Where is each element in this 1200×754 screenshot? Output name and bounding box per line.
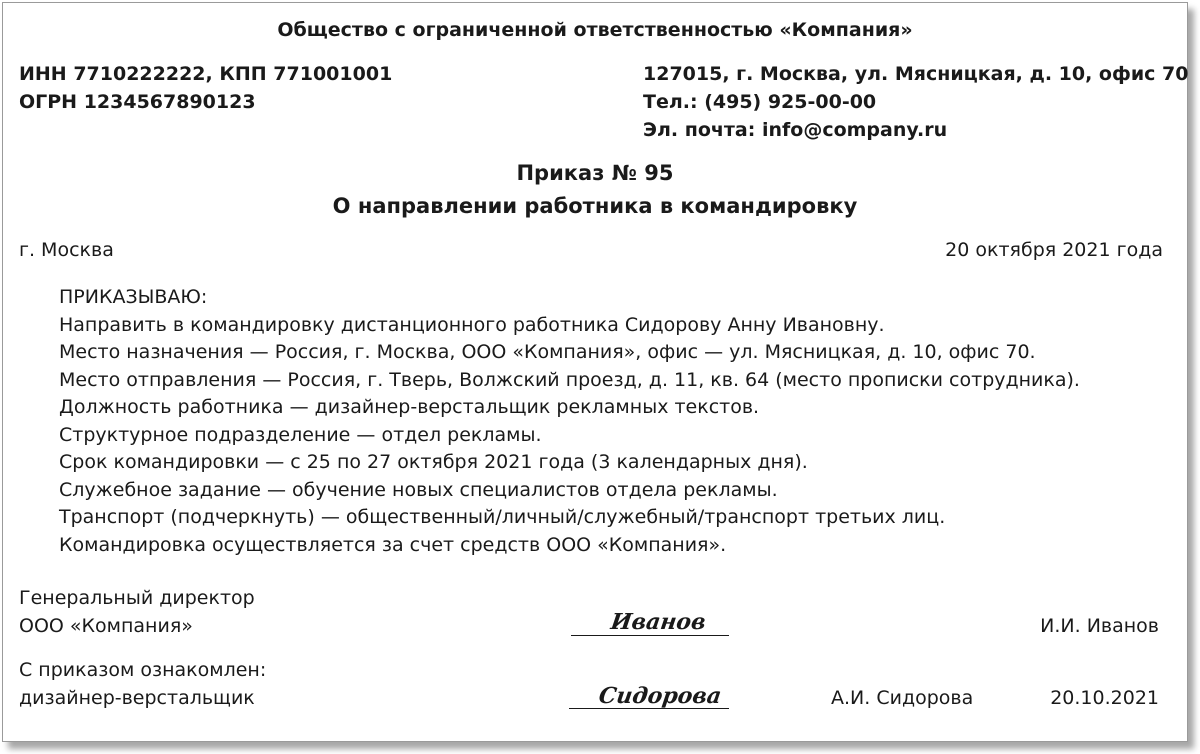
company-phone: Тел.: (495) 925-00-00 [643, 91, 877, 113]
order-line: Место назначения — Россия, г. Москва, ООО «Компания», офис — ул. Мясницкая, д. 10, офис 70. [59, 341, 1036, 363]
ack-label: С приказом ознакомлен: [19, 659, 267, 681]
order-line: Командировка осуществляется за счет средств ООО «Компания». [59, 533, 727, 556]
director-name: И.И. Иванов [1040, 615, 1159, 637]
order-line: Служебное задание — обучение новых специалистов отдела рекламы. [59, 478, 778, 501]
inn-kpp: ИНН 7710222222, КПП 771001001 [19, 63, 393, 85]
order-body [59, 284, 1080, 559]
company-name: Общество с ограниченной ответственностью «Компания» [277, 19, 913, 41]
ack-position: дизайнер-верстальщик [19, 687, 255, 709]
order-document [2, 2, 1188, 742]
company-address: 127015, г. Москва, ул. Мясницкая, д. 10, офис 70 [643, 63, 1189, 85]
director-signature: Иванов [609, 609, 708, 635]
order-date: 20 октября 2021 года [945, 239, 1163, 261]
employee-signature-line [569, 708, 729, 709]
employee-signature: Сидорова [597, 683, 724, 709]
company-email: Эл. почта: info@company.ru [643, 119, 948, 141]
order-number: Приказ № 95 [516, 161, 674, 185]
order-line: Транспорт (подчеркнуть) — общественный/личный/служебный/транспорт третьих лиц. [59, 506, 946, 528]
director-title: Генеральный директор [19, 587, 255, 609]
order-line: Направить в командировку дистанционного работника Сидорову Анну Ивановну. [59, 313, 885, 336]
order-place: г. Москва [19, 239, 114, 261]
ack-date: 20.10.2021 [1050, 687, 1159, 709]
director-company: ООО «Компания» [19, 615, 193, 637]
order-line: Структурное подразделение — отдел рекламы. [59, 423, 542, 446]
order-line: Место отправления — Россия, г. Тверь, Волжский проезд, д. 11, кв. 64 (место прописки сотрудника). [59, 368, 1080, 391]
order-line: Должность работника — дизайнер-верстальщик рекламных текстов. [59, 396, 760, 418]
order-subject: О направлении работника в командировку [332, 194, 858, 218]
ogrn: ОГРН 1234567890123 [19, 91, 256, 113]
director-signature-line [571, 635, 729, 636]
employee-name: А.И. Сидорова [831, 687, 974, 709]
order-directive: ПРИКАЗЫВАЮ: [59, 286, 208, 308]
order-line: Срок командировки — с 25 по 27 октября 2021 года (3 календарных дня). [59, 451, 808, 473]
